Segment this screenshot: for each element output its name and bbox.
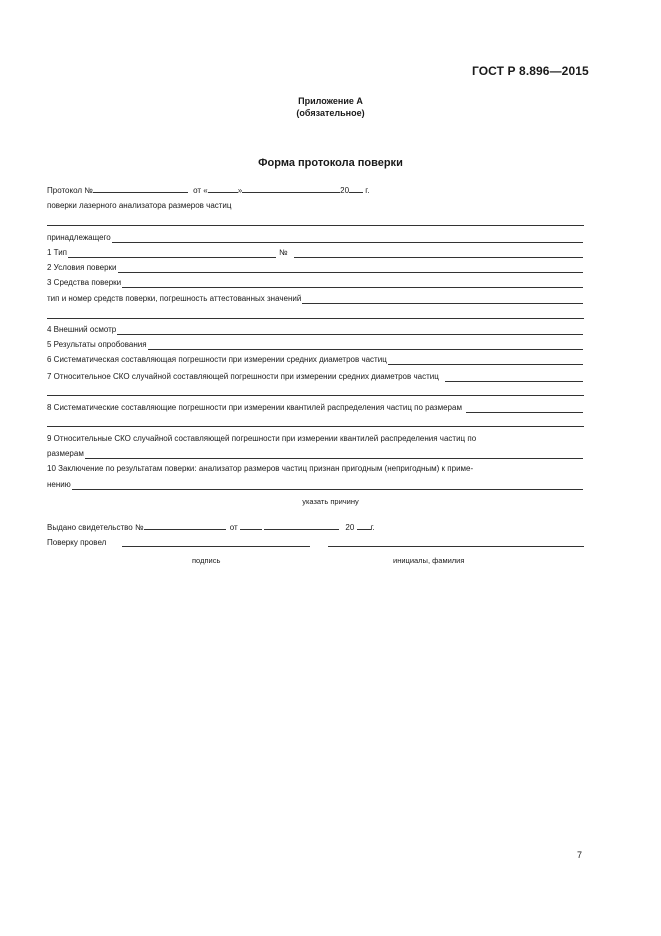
item6-label: 6 Систематическая составляющая погрешности при измерении средних диаметров частиц bbox=[47, 355, 387, 364]
type-label: 1 Тип bbox=[47, 248, 68, 257]
item10-continuation-line bbox=[47, 480, 584, 490]
means-details-line bbox=[47, 294, 584, 304]
serial-field[interactable] bbox=[294, 249, 583, 258]
protocol-month-field[interactable] bbox=[242, 185, 340, 193]
certificate-day-field[interactable] bbox=[240, 522, 262, 530]
item8-field[interactable] bbox=[466, 404, 583, 413]
blank-line-1[interactable] bbox=[47, 225, 584, 226]
certificate-month-field[interactable] bbox=[264, 522, 339, 530]
protocol-number-label: Протокол № bbox=[47, 186, 93, 195]
signature-field[interactable] bbox=[122, 546, 310, 547]
item7-line bbox=[47, 372, 584, 382]
conditions-label: 2 Условия поверки bbox=[47, 263, 117, 272]
item9-line: 9 Относительные СКО случайной составляющей погрешности при измерении квантилей распределения частиц по bbox=[47, 434, 477, 443]
inspection-label: 4 Внешний осмотр bbox=[47, 325, 117, 334]
item10-line: 10 Заключение по результатам поверки: анализатор размеров частиц признан пригодным (непригодным) к приме- bbox=[47, 464, 474, 473]
protocol-year-label: 20 bbox=[340, 186, 350, 195]
performed-by-label: Поверку провел bbox=[47, 538, 107, 547]
means-details-label: тип и номер средств поверки, погрешность аттестованных значений bbox=[47, 294, 302, 303]
means-label: 3 Средства поверки bbox=[47, 278, 122, 287]
page-number: 7 bbox=[577, 850, 583, 860]
standard-code: ГОСТ Р 8.896—2015 bbox=[472, 64, 589, 78]
certificate-date-label: от bbox=[229, 523, 238, 532]
annex-status: (обязательное) bbox=[296, 108, 365, 118]
reason-caption: указать причину bbox=[302, 497, 359, 506]
item10-continuation-label: нению bbox=[47, 480, 71, 489]
item7-field[interactable] bbox=[445, 373, 583, 382]
protocol-number-field[interactable] bbox=[93, 185, 188, 193]
conditions-field[interactable] bbox=[118, 264, 583, 273]
testing-field[interactable] bbox=[148, 341, 583, 350]
owner-line bbox=[47, 233, 584, 243]
item8-line bbox=[47, 403, 584, 413]
annex-heading bbox=[0, 95, 661, 119]
conditions-line bbox=[47, 263, 584, 273]
item9-field[interactable] bbox=[85, 450, 583, 459]
testing-label: 5 Результаты опробования bbox=[47, 340, 147, 349]
protocol-year-field[interactable] bbox=[349, 185, 363, 193]
protocol-day-field[interactable] bbox=[208, 185, 238, 193]
signature-line bbox=[47, 538, 584, 550]
item9-continuation-line bbox=[47, 449, 584, 459]
testing-line bbox=[47, 340, 584, 350]
name-field[interactable] bbox=[328, 546, 584, 547]
type-field[interactable] bbox=[68, 249, 276, 258]
item6-line bbox=[47, 355, 584, 365]
means-details-field[interactable] bbox=[302, 295, 583, 304]
item7-label: 7 Относительное СКО случайной составляющей погрешности при измерении средних диаметров частиц bbox=[47, 372, 439, 381]
item6-field[interactable] bbox=[388, 356, 583, 365]
item9-continuation-label: размерам bbox=[47, 449, 84, 458]
inspection-field[interactable] bbox=[117, 326, 583, 335]
form-title: Форма протокола поверки bbox=[258, 157, 403, 169]
blank-line-2[interactable] bbox=[47, 318, 584, 319]
certificate-line bbox=[47, 522, 375, 533]
certificate-year-suffix: г. bbox=[370, 523, 375, 532]
certificate-label: Выдано свидетельство № bbox=[47, 523, 144, 532]
item8-label: 8 Систематические составляющие погрешности при измерении квантилей распределения частиц по размерам bbox=[47, 403, 462, 412]
name-caption: инициалы, фамилия bbox=[393, 556, 465, 565]
means-line bbox=[47, 278, 584, 288]
owner-label: принадлежащего bbox=[47, 233, 111, 242]
type-line bbox=[47, 248, 584, 258]
protocol-date-label: от « bbox=[193, 186, 208, 195]
blank-line-3[interactable] bbox=[47, 395, 584, 396]
certificate-year-label: 20 bbox=[345, 523, 355, 532]
owner-field[interactable] bbox=[112, 234, 583, 243]
blank-line-4[interactable] bbox=[47, 426, 584, 427]
certificate-year-field[interactable] bbox=[357, 522, 371, 530]
item10-field[interactable] bbox=[72, 481, 583, 490]
means-field[interactable] bbox=[122, 279, 583, 288]
protocol-year-suffix: г. bbox=[365, 186, 370, 195]
protocol-number-line bbox=[47, 185, 369, 196]
serial-label: № bbox=[279, 248, 288, 257]
protocol-date-close: » bbox=[237, 186, 243, 195]
annex-title: Приложение А bbox=[298, 96, 363, 106]
signature-caption: подпись bbox=[192, 556, 221, 565]
certificate-number-field[interactable] bbox=[144, 522, 226, 530]
inspection-line bbox=[47, 325, 584, 335]
subject-line: поверки лазерного анализатора размеров частиц bbox=[47, 201, 232, 210]
